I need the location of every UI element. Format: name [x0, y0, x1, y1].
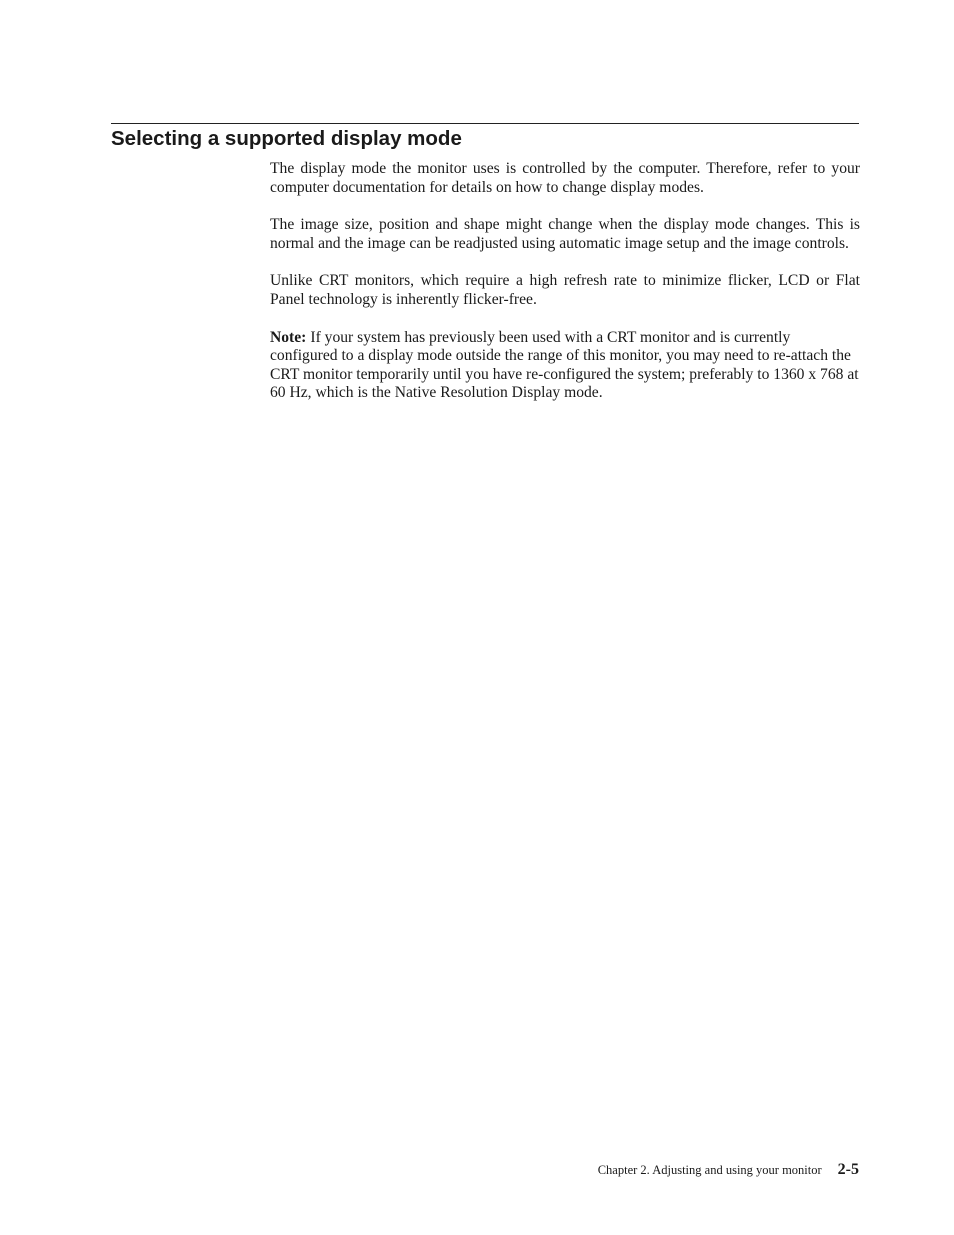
note-text: If your system has previously been used with a CRT monitor and is currently configured to a display mode outside the range of this monitor, you may need to re-attach the CRT monitor temporarily until you have re-configured the system; preferably to 1360 x 768 at 60 Hz, which is the Native Resolution Display mode. — [270, 328, 859, 402]
note-paragraph — [270, 329, 860, 403]
section-body — [270, 160, 860, 422]
paragraph-display-mode: The display mode the monitor uses is controlled by the computer. Therefore, refer to your computer documentation for details on how to change display modes. — [270, 160, 860, 196]
footer-chapter-title: Chapter 2. Adjusting and using your monitor — [597, 1163, 822, 1177]
section-rule — [111, 123, 859, 124]
paragraph-image-size: The image size, position and shape might change when the display mode changes. This is normal and the image can be readjusted using automatic image setup and the image controls. — [270, 216, 860, 252]
page-number: 2-5 — [837, 1161, 859, 1178]
page-footer — [598, 1161, 859, 1179]
paragraph-crt-comparison: Unlike CRT monitors, which require a high refresh rate to minimize flicker, LCD or Flat Panel technology is inherently flicker-free. — [270, 272, 860, 308]
section-title: Selecting a supported display mode — [111, 127, 462, 150]
note-label: Note: — [270, 328, 307, 346]
